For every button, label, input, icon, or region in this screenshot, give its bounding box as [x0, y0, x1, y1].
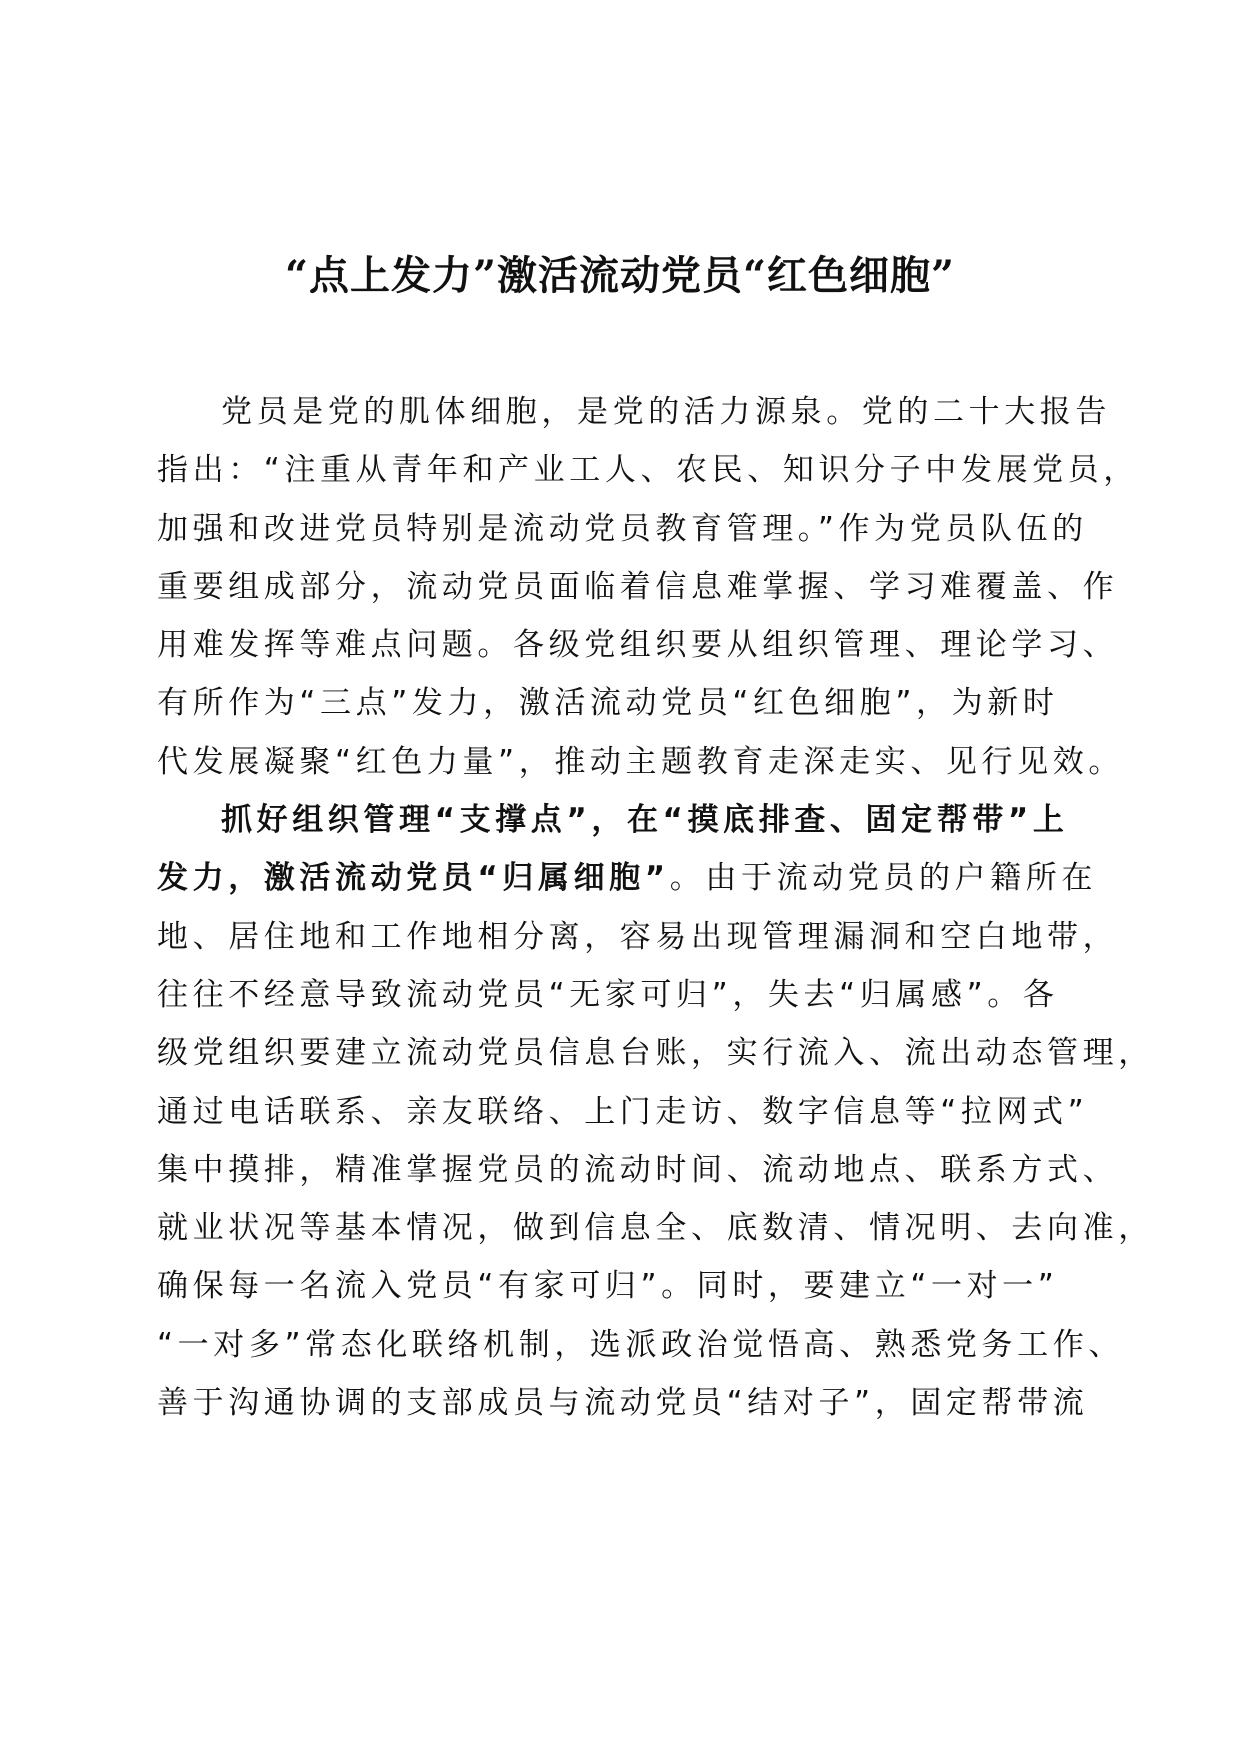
paragraph-1-line-4: 重要组成部分，流动党员面临着信息难掌握、学习难覆盖、作 — [157, 568, 1119, 605]
paragraph-1 — [157, 383, 1139, 791]
document-body — [157, 383, 1154, 1432]
paragraph-2-heading-line-1: 抓好组织管理“支撑点”，在“摸底排查、固定帮带”上 — [221, 802, 1069, 839]
paragraph-2 — [157, 791, 1154, 1432]
paragraph-1-line-1: 党员是党的肌体细胞，是党的活力源泉。党的二十大报告 — [221, 394, 1111, 430]
paragraph-1-line-6: 有所作为“三点”发力，激活流动党员“红色细胞”，为新时 — [157, 685, 1059, 722]
paragraph-2-line-6: 通过电话联系、亲友联络、上门走访、数字信息等“拉网式” — [157, 1093, 1089, 1130]
paragraph-2-line-2-rest: 。由于流动党员的户籍所在 — [669, 860, 1097, 897]
paragraph-2-line-9: 确保每一名流入党员“有家可归”。同时，要建立“一对一” — [157, 1268, 1059, 1305]
document-title: “点上发力”激活流动党员“红色细胞” — [284, 252, 956, 299]
paragraph-2-line-3: 地、居住地和工作地相分离，容易出现管理漏洞和空白地带， — [157, 918, 1119, 955]
paragraph-1-line-5: 用难发挥等难点问题。各级党组织要从组织管理、理论学习、 — [157, 627, 1119, 664]
paragraph-2-line-4: 往往不经意导致流动党员“无家可归”，失去“归属感”。各 — [157, 976, 1059, 1013]
paragraph-2-line-10: “一对多”常态化联络机制，选派政治觉悟高、熟悉党务工作、 — [157, 1326, 1124, 1363]
paragraph-2-line-8: 就业状况等基本情况，做到信息全、底数清、情况明、去向准， — [157, 1210, 1154, 1247]
paragraph-2-line-5: 级党组织要建立流动党员信息台账，实行流入、流出动态管理， — [157, 1035, 1154, 1072]
paragraph-2-line-11: 善于沟通协调的支部成员与流动党员“结对子”，固定帮带流 — [157, 1385, 1089, 1422]
paragraph-1-line-2: 指出：“注重从青年和产业工人、农民、知识分子中发展党员， — [157, 452, 1139, 489]
paragraph-2-line-7: 集中摸排，精准掌握党员的流动时间、流动地点、联系方式、 — [157, 1151, 1119, 1188]
paragraph-1-line-7: 代发展凝聚“红色力量”，推动主题教育走深走实、见行见效。 — [157, 743, 1124, 780]
paragraph-2-line-2 — [157, 849, 1097, 907]
paragraph-1-line-3: 加强和改进党员特别是流动党员教育管理。”作为党员队伍的 — [157, 510, 1088, 547]
paragraph-2-heading-line-2: 发力，激活流动党员“归属细胞” — [157, 860, 670, 897]
